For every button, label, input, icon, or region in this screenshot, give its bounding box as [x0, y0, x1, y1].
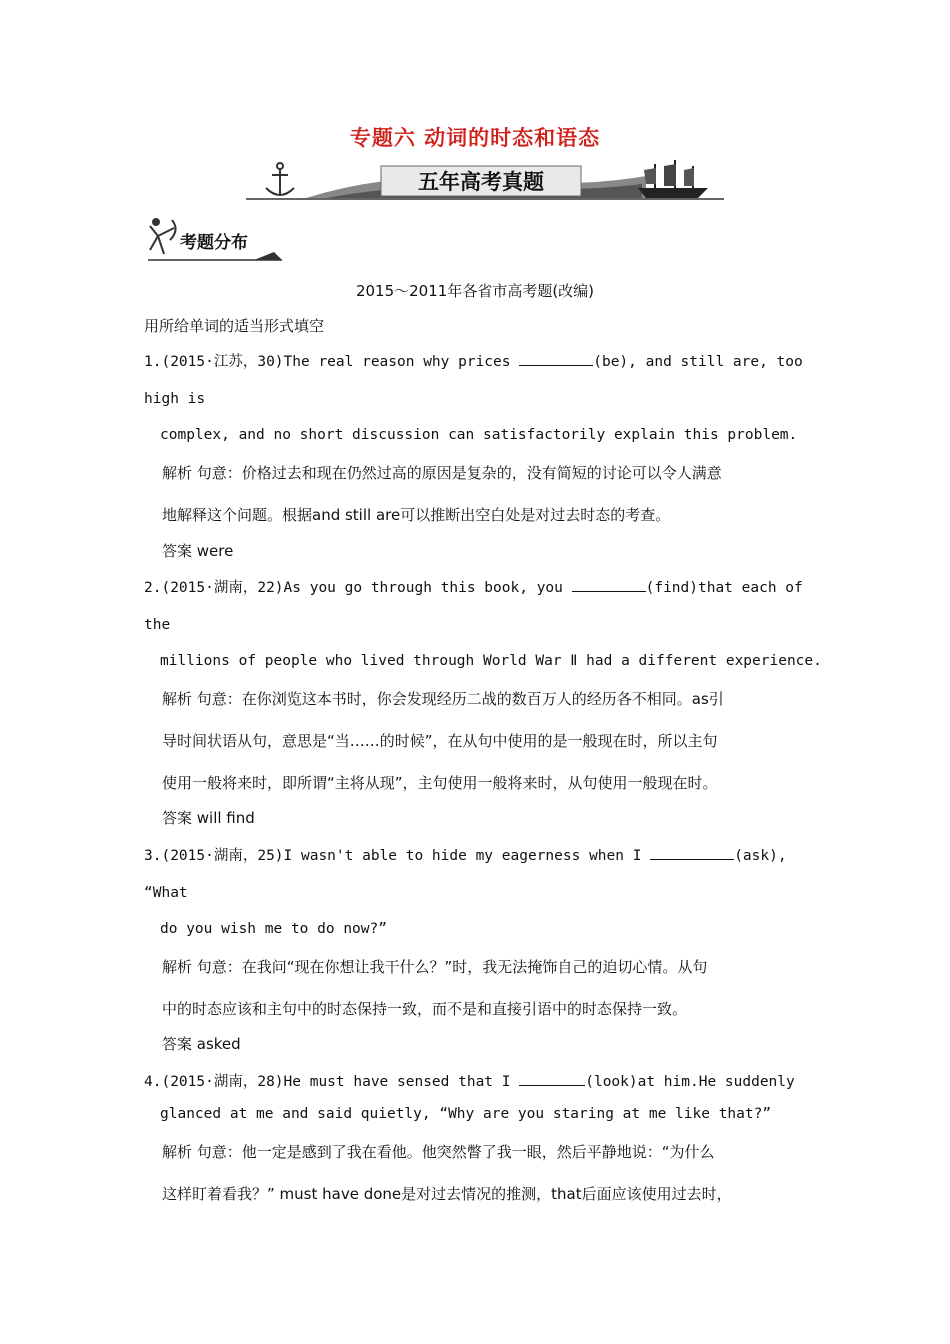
subtitle: 2015～2011年各省市高考题(改编)	[355, 282, 595, 300]
analysis-1b: 地解释这个问题。根据and still are可以推断出空白处是对过去时态的考查。	[162, 506, 671, 524]
analysis-4b: 这样盯着看我？” must have done是对过去情况的推测，that后面应该使用过去时，	[162, 1185, 732, 1203]
analysis-3a: 解析 句意：在我问“现在你想让我干什么？”时，我无法掩饰自己的迫切心情。从句	[162, 958, 708, 976]
question-4-line2: glanced at me and said quietly, “Why are you staring at me like that?”	[160, 1106, 772, 1122]
section-label: 考题分布	[180, 233, 248, 253]
answer-blank	[650, 845, 734, 860]
analysis-4a: 解析 句意：他一定是感到了我在看他。他突然瞥了我一眼，然后平静地说：“为什么	[162, 1143, 715, 1161]
question-1-line2: high is	[144, 391, 206, 407]
question-2-line3: millions of people who lived through World War Ⅱ had a different experience.	[160, 653, 822, 669]
exam-distribution-header	[144, 214, 284, 264]
answer-1: 答案 were	[162, 542, 234, 560]
analysis-2a: 解析 句意：在你浏览这本书时，你会发现经历二战的数百万人的经历各不相同。as引	[162, 690, 724, 708]
question-4: 4.(2015·湖南，28)He must have sensed that I (look)at him.He suddenly	[144, 1070, 795, 1091]
question-2-line2: the	[144, 617, 171, 633]
answer-blank	[572, 577, 646, 592]
banner-text: 五年高考真题	[418, 170, 544, 194]
five-year-exam-banner	[246, 158, 724, 204]
answer-blank	[519, 1071, 585, 1086]
question-3-line3: do you wish me to do now?”	[160, 921, 387, 937]
analysis-2c: 使用一般将来时，即所谓“主将从现”，主句使用一般将来时，从句使用一般现在时。	[162, 774, 718, 792]
answer-3: 答案 asked	[162, 1035, 241, 1053]
page-title: 专题六 动词的时态和语态	[349, 126, 601, 150]
sailing-ship-icon	[638, 160, 708, 198]
question-1-line3: complex, and no short discussion can satisfactorily explain this problem.	[160, 427, 798, 443]
analysis-3b: 中的时态应该和主句中的时态保持一致，而不是和直接引语中的时态保持一致。	[162, 1000, 688, 1018]
analysis-1a: 解析 句意：价格过去和现在仍然过高的原因是复杂的，没有简短的讨论可以令人满意	[162, 464, 722, 482]
anchor-icon	[266, 163, 294, 196]
question-2: 2.(2015·湖南，22)As you go through this book, you (find)that each of	[144, 576, 803, 597]
question-3: 3.(2015·湖南，25)I wasn't able to hide my eagerness when I (ask),	[144, 844, 787, 865]
answer-blank	[519, 351, 593, 366]
analysis-2b: 导时间状语从句，意思是“当……的时候”，在从句中使用的是一般现在时，所以主句	[162, 732, 718, 750]
archer-icon	[150, 219, 176, 254]
question-3-line2: “What	[144, 885, 188, 901]
question-1: 1.(2015·江苏，30)The real reason why prices (be), and still are, too	[144, 350, 803, 371]
answer-2: 答案 will find	[162, 809, 255, 827]
instruction: 用所给单词的适当形式填空	[144, 317, 325, 335]
